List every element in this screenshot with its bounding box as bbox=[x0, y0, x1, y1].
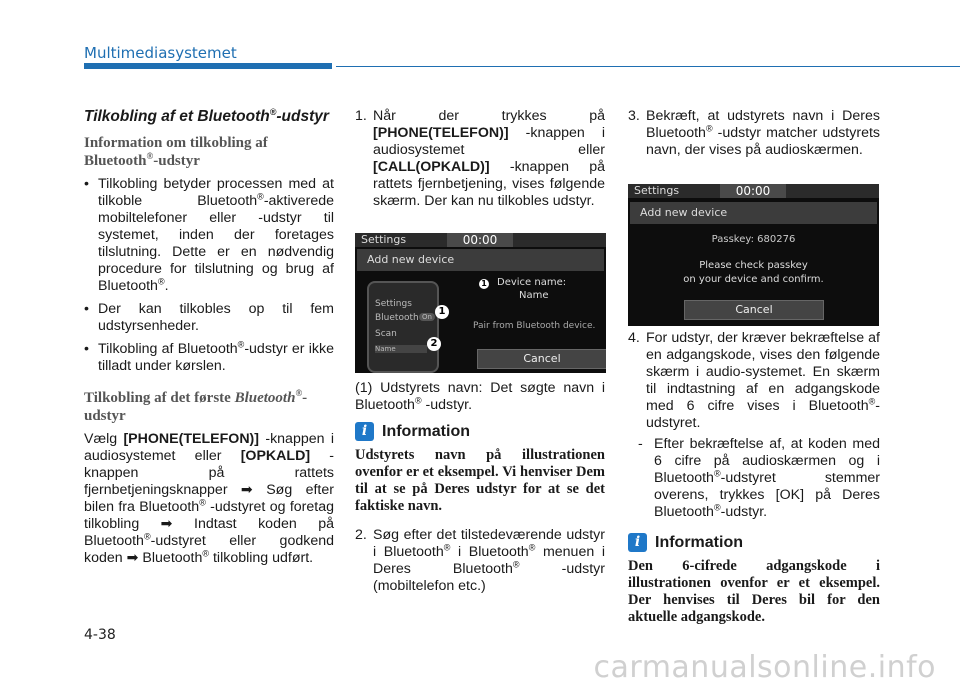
passkey-text: Passkey: 680276 bbox=[711, 234, 796, 245]
info-icon: i bbox=[355, 422, 374, 441]
header-accent-bar bbox=[84, 63, 332, 69]
column-3 bbox=[628, 108, 880, 161]
subheading-first-device: Tilkobling af det første Bluetooth®-udstyr bbox=[84, 388, 308, 424]
screenshot-passkey bbox=[628, 184, 879, 326]
step-3: 3. Bekræft, at udstyrets navn i Deres Bluetooth® -udstyr matcher udstyrets navn, der vises på audioskærmen. bbox=[628, 108, 880, 158]
callout-marker: 1 bbox=[479, 279, 489, 289]
info-text: Udstyrets navn på illustrationen ovenfor er et eksempel. Vi henviser Dem til at se på Deres udstyr for at se det faktiske navn. bbox=[355, 447, 605, 514]
heading-bluetooth-pairing: Tilkobling af et Bluetooth®-udstyr bbox=[84, 106, 329, 125]
info-icon: i bbox=[628, 533, 647, 552]
phone-menu-item: Name bbox=[375, 345, 427, 353]
callout-marker: 1 bbox=[435, 305, 449, 319]
cancel-button[interactable]: Cancel bbox=[477, 349, 606, 369]
step-2: 2. Søg efter det tilstedeværende udstyr i Bluetooth® i Bluetooth® menuen i Deres Bluetooth® -udstyr (mobiltelefon etc.) bbox=[355, 527, 605, 594]
cancel-button[interactable]: Cancel bbox=[684, 300, 824, 320]
column-1 bbox=[84, 108, 334, 575]
phone-illustration bbox=[367, 281, 439, 373]
screenshot-add-new-device bbox=[355, 233, 606, 373]
bullet-item: • Der kan tilkobles op til fem udstyrsenheder. bbox=[84, 301, 334, 334]
screen-add-device-bar: Add new device bbox=[357, 249, 604, 271]
page-number: 4-38 bbox=[84, 627, 116, 643]
watermark: carmanualsonline.info bbox=[593, 650, 936, 685]
column-2-continued bbox=[355, 380, 605, 597]
screen-title: Settings bbox=[361, 233, 407, 246]
info-heading: i Information bbox=[628, 533, 880, 552]
screen-clock: 00:00 bbox=[720, 184, 786, 198]
screen-clock: 00:00 bbox=[447, 233, 513, 247]
screen-title: Settings bbox=[634, 184, 680, 197]
sub-step-dash: - Efter bekræftelse af, at koden med 6 cifre på audioskærmen og i Bluetooth®-udstyret stemmer overens, trykkes [OK] på Deres Bluetooth®-udstyr. bbox=[638, 436, 880, 520]
bluetooth-toggle: On bbox=[419, 313, 435, 321]
phone-menu-item: Settings bbox=[375, 299, 412, 309]
screen-add-device-bar: Add new device bbox=[630, 202, 877, 224]
callout-marker: 2 bbox=[427, 337, 441, 351]
confirm-message-line2: on your device and confirm. bbox=[683, 274, 824, 285]
step-1: 1. Når der trykkes på [PHONE(TELEFON)] -knappen i audiosystemet eller [CALL(OPKALD)] -knappen på rattets fjernbetjening, vises følgende skærm. Der kan nu tilkobles udstyr. bbox=[355, 108, 605, 209]
device-name-value: Name bbox=[519, 290, 549, 301]
section-title: Multimediasystemet bbox=[84, 44, 237, 62]
column-3-continued bbox=[628, 330, 880, 626]
bullet-item: • Tilkobling betyder processen med at tilkoble Bluetooth®-aktiverede mobiltelefoner eller -udstyr til systemet, inden der foretages tilslutning. Dette er en nødvendig procedure for tilslutning og brug af Bluetooth®. bbox=[84, 176, 334, 294]
header-rule bbox=[336, 66, 960, 67]
subheading-pairing-info: Information om tilkobling af Bluetooth®-udstyr bbox=[84, 135, 268, 169]
caption-device-name: (1) Udstyrets navn: Det søgte navn i Bluetooth® -udstyr. bbox=[355, 380, 605, 413]
column-2 bbox=[355, 108, 605, 212]
step-4: 4. For udstyr, der kræver bekræftelse af en adgangskode, vises den følgende skærm i audio-systemet. En skærm til indtastning af en adgangskode med 6 cifre vises i Bluetooth®-udstyret. bbox=[628, 330, 880, 431]
bullet-item: • Tilkobling af Bluetooth®-udstyr er ikke tilladt under kørslen. bbox=[84, 339, 334, 374]
paragraph-instructions: Vælg [PHONE(TELEFON)] -knappen i audiosystemet eller [OPKALD] -knappen på rattets fjernbetjeningsknapper ➡ Søg efter bilen fra Bluetooth® -udstyret og foretag tilkobling ➡ Indtast koden på Bluetooth®-udstyret eller godkend koden ➡ Bluetooth® tilkobling udført. bbox=[84, 431, 335, 566]
phone-menu-item: Scan bbox=[375, 329, 397, 339]
pair-instruction-text: Pair from Bluetooth device. bbox=[473, 321, 596, 331]
info-text: Den 6-cifrede adgangskode i illustrationen ovenfor er et eksempel. Der henvises til Deres bil for den aktuelle adgangskode. bbox=[628, 558, 880, 625]
phone-menu-item: Bluetooth bbox=[375, 313, 419, 323]
device-name-label: Device name: bbox=[497, 277, 567, 288]
info-heading: i Information bbox=[355, 422, 605, 441]
confirm-message-line1: Please check passkey bbox=[699, 260, 808, 271]
